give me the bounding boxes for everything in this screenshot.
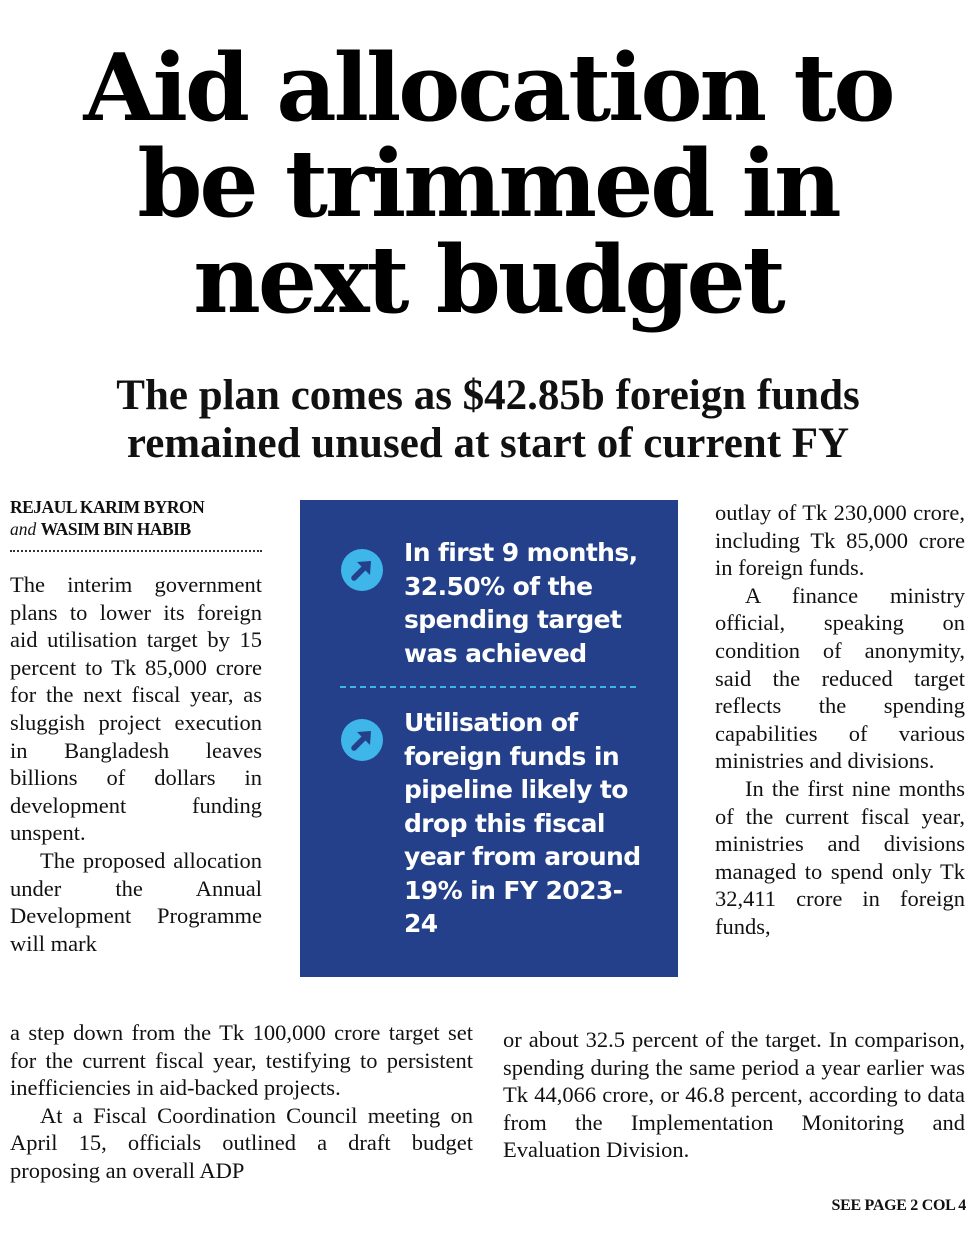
byline-divider	[10, 550, 262, 552]
paragraph-4: A finance ministry official, speaking on condition of anonymity, said the reduced target reflects the spending capabilities of various ministries and divisions.	[715, 582, 965, 774]
paragraph-3-continued: outlay of Tk 230,000 crore, including Tk 85,000 crore in foreign funds.	[715, 500, 965, 581]
continued-jump-line: SEE PAGE 2 COL 4	[831, 1197, 966, 1214]
author-2: WASIM BIN HABIB	[40, 519, 191, 539]
highlight-box	[300, 500, 678, 977]
highlight-divider	[340, 686, 636, 688]
paragraph-2-continued: a step down from the Tk 100,000 crore target set for the current fiscal year, testifying to persistent inefficiencies in aid-backed projects.	[10, 1020, 473, 1101]
headline-line-1: Aid allocation to	[83, 33, 893, 142]
byline-connector: and	[10, 519, 37, 539]
article-column-2	[10, 1019, 473, 1185]
byline	[10, 496, 262, 540]
paragraph-3: At a Fiscal Coordination Council meeting on April 15, officials outlined a draft budget proposing an overall ADP	[10, 1102, 473, 1183]
headline-line-3: next budget	[193, 225, 783, 334]
article-column-4	[503, 1026, 965, 1164]
arrow-up-right-circle-icon	[340, 718, 384, 762]
paragraph-5: In the first nine months of the current fiscal year, ministries and divisions managed to spend only Tk 32,411 crore in foreign funds,	[715, 775, 965, 939]
article-column-3	[715, 499, 965, 941]
highlight-text-1: In first 9 months, 32.50% of the spending target was achieved	[404, 538, 638, 668]
paragraph-1: The interim government plans to lower its foreign aid utilisation target by 15 percent to Tk 85,000 crore for the next fiscal year, as sluggish project execution in Bangladesh leaves billions of dollars in development funding unspent.	[10, 572, 262, 846]
headline-line-2: be trimmed in	[137, 129, 839, 238]
highlight-text-2: Utilisation of foreign funds in pipeline likely to drop this fiscal year from around 19% in FY 2023-24	[404, 708, 641, 938]
author-1: REJAUL KARIM BYRON	[10, 497, 205, 517]
subhead-line-2: remained unused at start of current FY	[126, 420, 850, 467]
headline	[0, 33, 976, 334]
paragraph-5-continued: or about 32.5 percent of the target. In comparison, spending during the same period a year earlier was Tk 44,066 crore, or 46.8 percent, according to data from the Implementation Monitoring and Evaluation Division.	[503, 1027, 965, 1163]
paragraph-2: The proposed allocation under the Annual Development Programme will mark	[10, 847, 262, 956]
subhead-line-1: The plan comes as $42.85b foreign funds	[116, 372, 860, 419]
arrow-up-right-circle-icon	[340, 548, 384, 592]
article-column-1	[10, 571, 262, 957]
subheadline	[0, 372, 976, 468]
